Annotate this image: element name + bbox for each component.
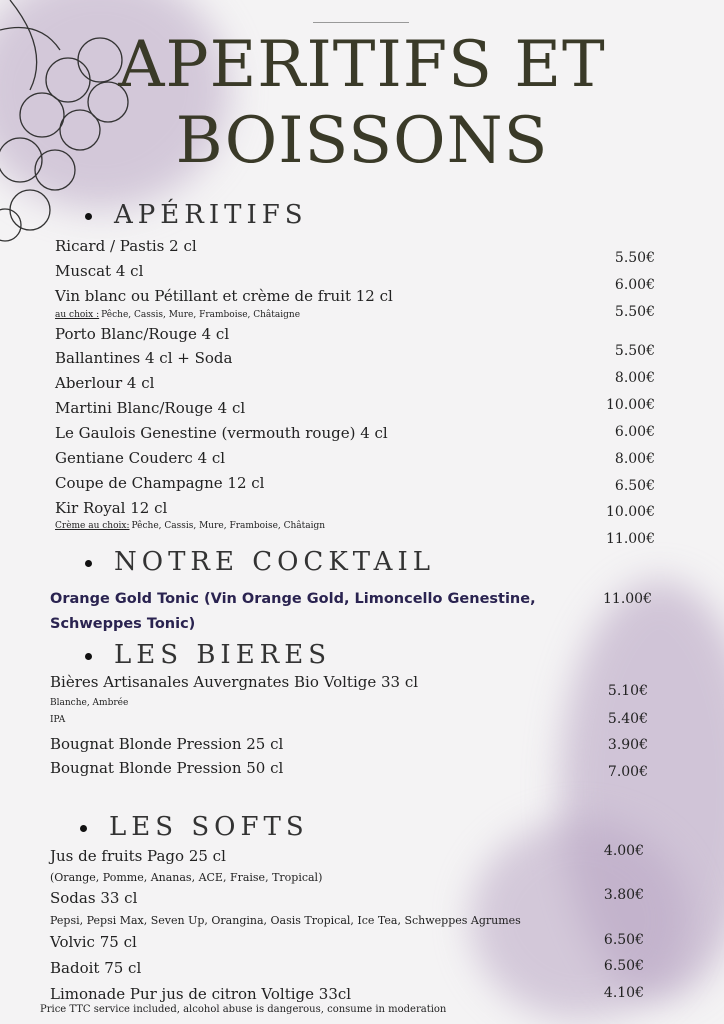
bullet-icon	[85, 560, 92, 567]
page-title-line2: BOISSONS	[175, 104, 549, 178]
section-aperitifs-heading	[85, 200, 308, 230]
menu-item: Porto Blanc/Rouge 4 cl	[55, 325, 230, 343]
item-price: 7.00€	[607, 764, 648, 780]
item-note: Pepsi, Pepsi Max, Seven Up, Orangina, Oasis Tropical, Ice Tea, Schweppes Agrumes	[50, 914, 521, 927]
item-price: 5.50€	[614, 343, 655, 359]
item-price: 3.90€	[607, 737, 648, 753]
footer-note: Price TTC service included, alcohol abuse is dangerous, consume in moderation	[40, 1004, 447, 1015]
item-price: 8.00€	[614, 451, 655, 467]
item-note	[55, 521, 325, 531]
section-heading-text: NOTRE COCKTAIL	[114, 547, 435, 577]
bullet-icon	[80, 825, 87, 832]
menu-item: Bougnat Blonde Pression 25 cl	[50, 735, 284, 753]
item-price: 11.00€	[606, 531, 655, 547]
cocktail-item: Orange Gold Tonic (Vin Orange Gold, Limoncello Genestine, Schweppes Tonic)	[50, 591, 536, 632]
item-price: 6.50€	[603, 932, 644, 948]
item-price: 6.00€	[614, 277, 655, 293]
menu-item: Gentiane Couderc 4 cl	[55, 449, 226, 467]
item-price: 4.00€	[603, 843, 644, 859]
item-price: 8.00€	[614, 370, 655, 386]
item-price: 10.00€	[606, 504, 655, 520]
menu-item: Jus de fruits Pago 25 cl	[50, 847, 226, 865]
menu-item: Limonade Pur jus de citron Voltige 33cl	[50, 985, 352, 1003]
item-price: 6.50€	[603, 958, 644, 974]
bullet-icon	[85, 213, 92, 220]
item-price: 5.50€	[614, 304, 655, 320]
item-price: 4.10€	[603, 985, 644, 1001]
menu-item: Aberlour 4 cl	[55, 374, 155, 392]
section-cocktail-heading	[85, 547, 435, 577]
menu-item: Kir Royal 12 cl	[55, 499, 168, 517]
menu-item: Martini Blanc/Rouge 4 cl	[55, 399, 246, 417]
note-label: au choix :	[55, 310, 100, 320]
item-price: 5.50€	[614, 250, 655, 266]
menu-item: Ricard / Pastis 2 cl	[55, 237, 197, 255]
menu-item: Muscat 4 cl	[55, 262, 144, 280]
note-text: Pêche, Cassis, Mure, Framboise, Châtaigne	[101, 310, 301, 320]
note-text: Pêche, Cassis, Mure, Framboise, Châtaign	[131, 521, 326, 531]
item-note: (Orange, Pomme, Ananas, ACE, Fraise, Tropical)	[50, 871, 323, 884]
menu-item: Bières Artisanales Auvergnates Bio Voltige 33 cl	[50, 673, 419, 691]
section-heading-text: LES SOFTS	[109, 812, 309, 842]
section-heading-text: APÉRITIFS	[114, 200, 308, 230]
item-note	[55, 310, 300, 320]
item-note: IPA	[50, 715, 66, 725]
menu-item: Coupe de Champagne 12 cl	[55, 474, 265, 492]
item-price: 11.00€	[603, 591, 652, 607]
menu-item: Le Gaulois Genestine (vermouth rouge) 4 cl	[55, 424, 388, 442]
menu-item: Volvic 75 cl	[50, 933, 137, 951]
item-price: 3.80€	[603, 887, 644, 903]
bullet-icon	[85, 653, 92, 660]
page-title-line1: APERITIFS ET	[118, 28, 606, 102]
item-price: 6.50€	[614, 478, 655, 494]
item-note: Blanche, Ambrée	[50, 698, 129, 708]
menu-item: Ballantines 4 cl + Soda	[55, 349, 233, 367]
menu-item: Vin blanc ou Pétillant et crème de fruit 12 cl	[55, 287, 393, 305]
section-bieres-heading	[85, 640, 331, 670]
section-heading-text: LES BIERES	[114, 640, 332, 670]
item-price: 5.40€	[607, 711, 648, 727]
item-price: 10.00€	[606, 397, 655, 413]
title-rule	[313, 22, 409, 23]
item-price: 5.10€	[607, 683, 648, 699]
menu-item: Badoit 75 cl	[50, 959, 142, 977]
note-label: Crème au choix:	[55, 521, 130, 531]
item-price: 6.00€	[614, 424, 655, 440]
menu-item: Sodas 33 cl	[50, 889, 138, 907]
menu-item: Bougnat Blonde Pression 50 cl	[50, 759, 284, 777]
section-softs-heading	[80, 812, 309, 842]
